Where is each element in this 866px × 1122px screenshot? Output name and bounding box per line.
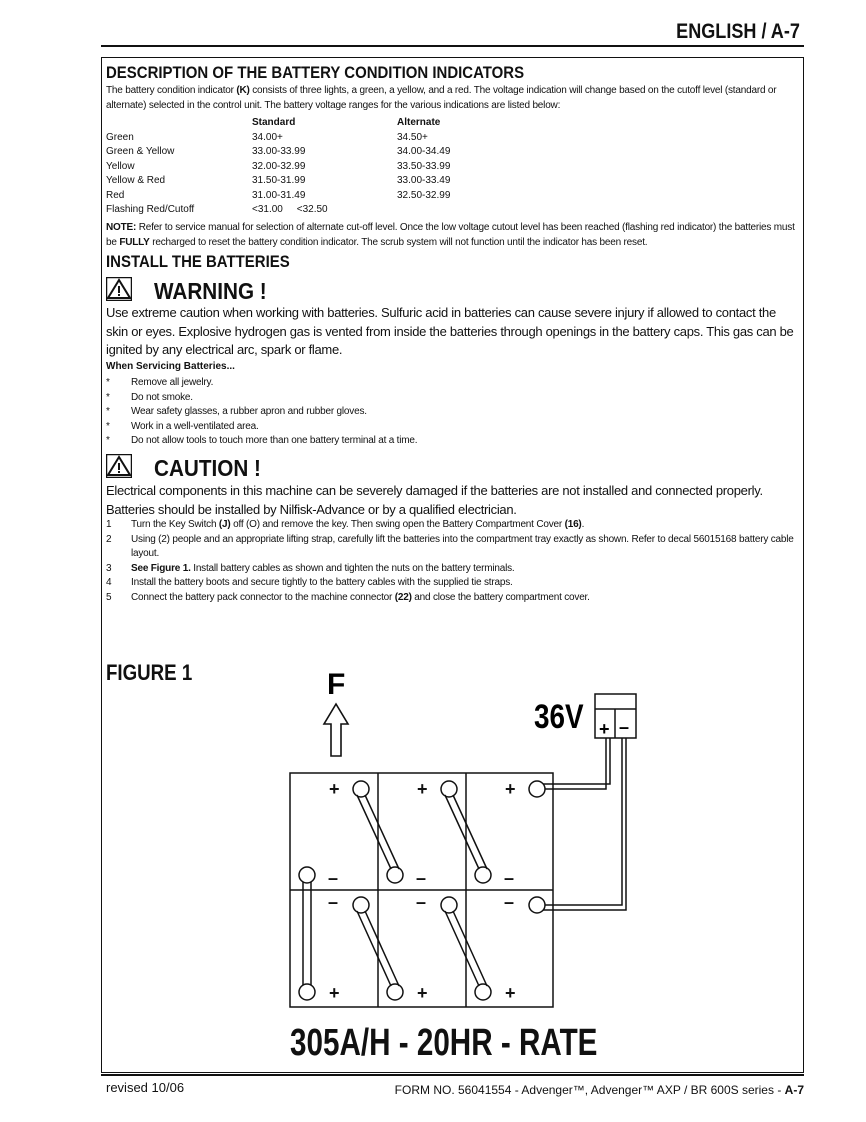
svg-text:–: – — [416, 868, 427, 888]
svg-text:+: + — [329, 983, 340, 1003]
svg-text:–: – — [504, 892, 515, 912]
battery-indicators-title: DESCRIPTION OF THE BATTERY CONDITION INDICATORS — [106, 63, 525, 82]
warning-title: WARNING ! — [154, 278, 267, 304]
list-item: * Wear safety glasses, a rubber apron and rubber gloves. — [106, 406, 367, 417]
caution-text: Electrical components in this machine can be severely damaged if the batteries are not installed and connected properly. Batteries should be installed by Nilfisk-Advance or by a qualified electrician. — [106, 483, 763, 517]
battery-pack — [290, 773, 553, 1007]
list-item: 4 Install the battery boots and secure tightly to the battery cables with the supplied tie straps. — [106, 577, 513, 588]
svg-text:–: – — [504, 868, 515, 888]
svg-text:+: + — [417, 779, 428, 799]
caution-title: CAUTION ! — [154, 455, 261, 481]
figure-title: FIGURE 1 — [106, 660, 193, 685]
svg-text:+: + — [505, 983, 516, 1003]
list-item: * Work in a well-ventilated area. — [106, 420, 259, 432]
battery-connector — [595, 694, 636, 739]
table-header-alternate: Alternate — [397, 117, 441, 128]
form-number: FORM NO. 56041554 - Advenger™, Advenger™ AXP / BR 600S series - A-7 — [394, 1083, 804, 1097]
revised-date: revised 10/06 — [106, 1080, 185, 1095]
footer-rule — [101, 1074, 804, 1076]
voltage-label: 36V — [534, 697, 584, 736]
svg-text:+: + — [329, 779, 340, 799]
svg-text:–: – — [619, 717, 630, 737]
list-item: 3 See Figure 1. Install battery cables as shown and tighten the nuts on the battery terminals. — [106, 562, 515, 574]
svg-text:–: – — [328, 868, 339, 888]
page-header-label: ENGLISH / A-7 — [676, 20, 800, 43]
svg-text:–: – — [416, 892, 427, 912]
list-item: 1 Turn the Key Switch (J) off (O) and remove the key. Then swing open the Battery Compartment Cover (16). — [106, 519, 585, 530]
battery-indicators-intro: The battery condition indicator (K) consists of three lights, a green, a yellow, and a red. The voltage indication will change based on the cutoff level (standard or alternate) selected in the control unit. The battery voltage ranges for the various indications are listed below: — [106, 85, 777, 111]
cutoff-note: NOTE: Refer to service manual for selection of alternate cut-off level. Once the low voltage cutout level has been reached (flashing red indicator) the batteries must be FULLY recharged to reset the battery condition indicator. The scrub system will not function until the indicator has been reset. — [106, 222, 795, 248]
list-item: * Do not allow tools to touch more than one battery terminal at a time. — [106, 435, 418, 446]
forward-arrow-icon — [324, 704, 348, 756]
list-item: * Do not smoke. — [106, 391, 193, 403]
warning-text: Use extreme caution when working with batteries. Sulfuric acid in batteries can cause severe injury if allowed to contact the skin or eyes. Explosive hydrogen gas is vented from inside the batteries through openings in the battery caps. This gas can be ignited by any electrical arc, spark or flame. — [106, 305, 794, 357]
battery-rate-label: 305A/H - 20HR - RATE — [290, 1022, 598, 1064]
svg-text:+: + — [599, 719, 610, 739]
list-item: 5 Connect the battery pack connector to the machine connector (22) and close the battery compartment cover. — [106, 591, 590, 603]
svg-text:+: + — [505, 779, 516, 799]
list-item: 2 Using (2) people and an appropriate lifting strap, carefully lift the batteries into the compartment tray exactly as shown. Refer to decal 56015168 battery cable layout. — [106, 533, 794, 559]
svg-text:+: + — [417, 983, 428, 1003]
svg-text:–: – — [328, 892, 339, 912]
forward-label: F — [327, 668, 346, 701]
table-header-standard: Standard — [252, 117, 296, 128]
polarity-marks — [328, 779, 516, 1003]
list-item: * Remove all jewelry. — [106, 377, 214, 388]
install-batteries-title: INSTALL THE BATTERIES — [106, 252, 290, 271]
servicing-title: When Servicing Batteries... — [106, 361, 235, 372]
